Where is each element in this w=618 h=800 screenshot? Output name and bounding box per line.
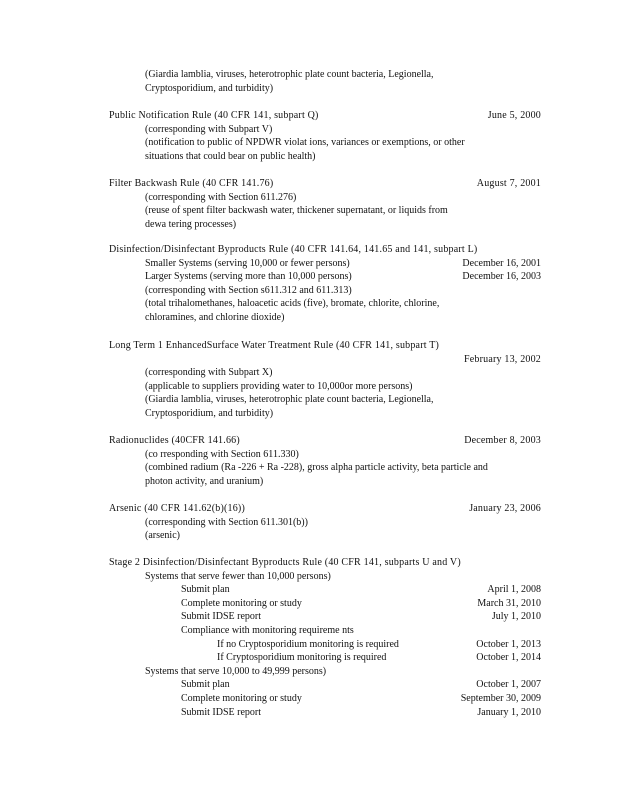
effective-date: April 1, 2008	[487, 584, 541, 596]
effective-date: October 1, 2014	[476, 652, 541, 664]
line-text: (arsenic)	[145, 530, 180, 542]
document-line	[109, 570, 541, 584]
document-line	[109, 311, 541, 325]
document-line	[109, 475, 541, 489]
line-text: Long Term 1 EnhancedSurface Water Treatment Rule (40 CFR 141, subpart T)	[109, 340, 440, 351]
document-line	[109, 678, 541, 692]
document-line	[109, 502, 541, 516]
line-text: (applicable to suppliers providing water to 10,000or more persons)	[145, 380, 413, 392]
line-text: (Giardia lamblia, viruses, heterotrophic plate count bacteria, Legionella,	[145, 69, 434, 80]
line-text: (Giardia lamblia, viruses, heterotrophic plate count bacteria, Legionella,	[145, 394, 434, 406]
line-text: Cryptosporidium, and turbidity)	[145, 407, 274, 419]
line-text: (corresponding with Section 611.276)	[145, 191, 297, 203]
effective-date: December 16, 2001	[462, 257, 541, 269]
effective-date: October 1, 2007	[476, 679, 541, 691]
line-text: (reuse of spent filter backwash water, thickener supernatant, or liquids from	[145, 205, 448, 217]
effective-date: December 16, 2003	[462, 271, 541, 283]
line-text: chloramines, and chlorine dioxide)	[145, 311, 285, 323]
document-line	[109, 257, 541, 271]
line-text: Disinfection/Disinfectant Byproducts Rule (40 CFR 141.64, 141.65 and 141, subpart L)	[109, 244, 478, 255]
section-top-continuation	[109, 68, 541, 95]
document-line	[109, 706, 541, 720]
section-arsenic	[109, 502, 541, 543]
line-text: Submit IDSE report	[181, 706, 261, 718]
document-line	[109, 448, 541, 462]
document-line	[109, 68, 541, 82]
effective-date: March 31, 2010	[477, 597, 541, 609]
document-line	[109, 123, 541, 137]
effective-date: July 1, 2010	[491, 611, 541, 623]
line-text: (corresponding with Section 611.301(b))	[145, 516, 308, 528]
document-line	[109, 297, 541, 311]
line-text: If no Cryptosporidium monitoring is required	[217, 638, 399, 650]
document-line	[109, 109, 541, 123]
section-disinfection-byproducts	[109, 243, 541, 325]
document-line	[109, 191, 541, 205]
document-line	[109, 461, 541, 475]
line-text: Submit plan	[181, 679, 230, 691]
document-line	[109, 638, 541, 652]
effective-date: August 7, 2001	[476, 178, 541, 189]
section-stage-2	[109, 556, 541, 719]
effective-date: October 1, 2013	[476, 638, 541, 650]
document-line	[109, 82, 541, 96]
line-text: (co rresponding with Section 611.330)	[145, 448, 299, 460]
document-line	[109, 218, 541, 232]
effective-date: January 23, 2006	[469, 503, 541, 514]
line-text: Systems that serve 10,000 to 49,999 persons)	[145, 665, 327, 677]
document-line	[109, 243, 541, 257]
line-text: photon activity, and uranium)	[145, 475, 264, 487]
document-line	[109, 204, 541, 218]
document-line	[109, 556, 541, 570]
effective-date: February 13, 2002	[464, 353, 541, 365]
line-text: (corresponding with Section s611.312 and 611.313)	[145, 284, 352, 296]
line-text: If Cryptosporidium monitoring is required	[217, 652, 387, 664]
document-line	[109, 366, 541, 380]
line-text: Compliance with monitoring requireme nts	[181, 624, 354, 636]
effective-date: December 8, 2003	[464, 435, 541, 446]
line-text: Systems that serve fewer than 10,000 persons)	[145, 570, 331, 582]
line-text: (total trihalomethanes, haloacetic acids (five), bromate, chlorite, chlorine,	[145, 298, 440, 310]
effective-date: January 1, 2010	[477, 706, 541, 718]
line-text: Larger Systems (serving more than 10,000 persons)	[145, 271, 352, 283]
section-public-notification	[109, 109, 541, 163]
line-text: situations that could bear on public health)	[145, 150, 316, 162]
document-line	[109, 284, 541, 298]
document-line	[109, 516, 541, 530]
document-line	[109, 339, 541, 353]
line-text: Complete monitoring or study	[181, 597, 302, 609]
document-line	[109, 270, 541, 284]
document-line	[109, 610, 541, 624]
line-text: (notification to public of NPDWR violat ions, variances or exemptions, or other	[145, 137, 465, 149]
document-line	[109, 583, 541, 597]
line-text: Submit IDSE report	[181, 611, 261, 623]
line-text: Public Notification Rule (40 CFR 141, subpart Q)	[109, 110, 319, 121]
document-line	[109, 393, 541, 407]
line-text: Filter Backwash Rule (40 CFR 141.76)	[109, 178, 274, 189]
document-line	[109, 150, 541, 164]
document-line	[109, 380, 541, 394]
section-filter-backwash	[109, 177, 541, 231]
line-text: Stage 2 Disinfection/Disinfectant Byproducts Rule (40 CFR 141, subparts U and V)	[109, 557, 461, 568]
document-line	[109, 136, 541, 150]
document-line	[109, 529, 541, 543]
line-text: Cryptosporidium, and turbidity)	[145, 82, 274, 94]
line-text: Smaller Systems (serving 10,000 or fewer persons)	[145, 257, 350, 269]
line-text: dewa tering processes)	[145, 218, 237, 230]
section-long-term-1	[109, 339, 541, 421]
document-line	[109, 665, 541, 679]
document-line	[109, 624, 541, 638]
document-line	[109, 407, 541, 421]
document-line	[109, 692, 541, 706]
document-line	[109, 651, 541, 665]
effective-date: September 30, 2009	[460, 692, 541, 704]
line-text: Complete monitoring or study	[181, 692, 302, 704]
document-line	[109, 177, 541, 191]
effective-date: June 5, 2000	[487, 110, 541, 121]
document-line	[109, 597, 541, 611]
document-line	[109, 353, 541, 367]
section-radionuclides	[109, 434, 541, 488]
line-text: (combined radium (Ra -226 + Ra -228), gross alpha particle activity, beta particle and	[145, 462, 488, 474]
line-text: Submit plan	[181, 584, 230, 596]
line-text: Radionuclides (40CFR 141.66)	[109, 435, 240, 446]
document-line	[109, 434, 541, 448]
line-text: Arsenic (40 CFR 141.62(b)(16))	[109, 503, 245, 514]
line-text: (corresponding with Subpart V)	[145, 123, 273, 135]
line-text: (corresponding with Subpart X)	[145, 367, 273, 379]
